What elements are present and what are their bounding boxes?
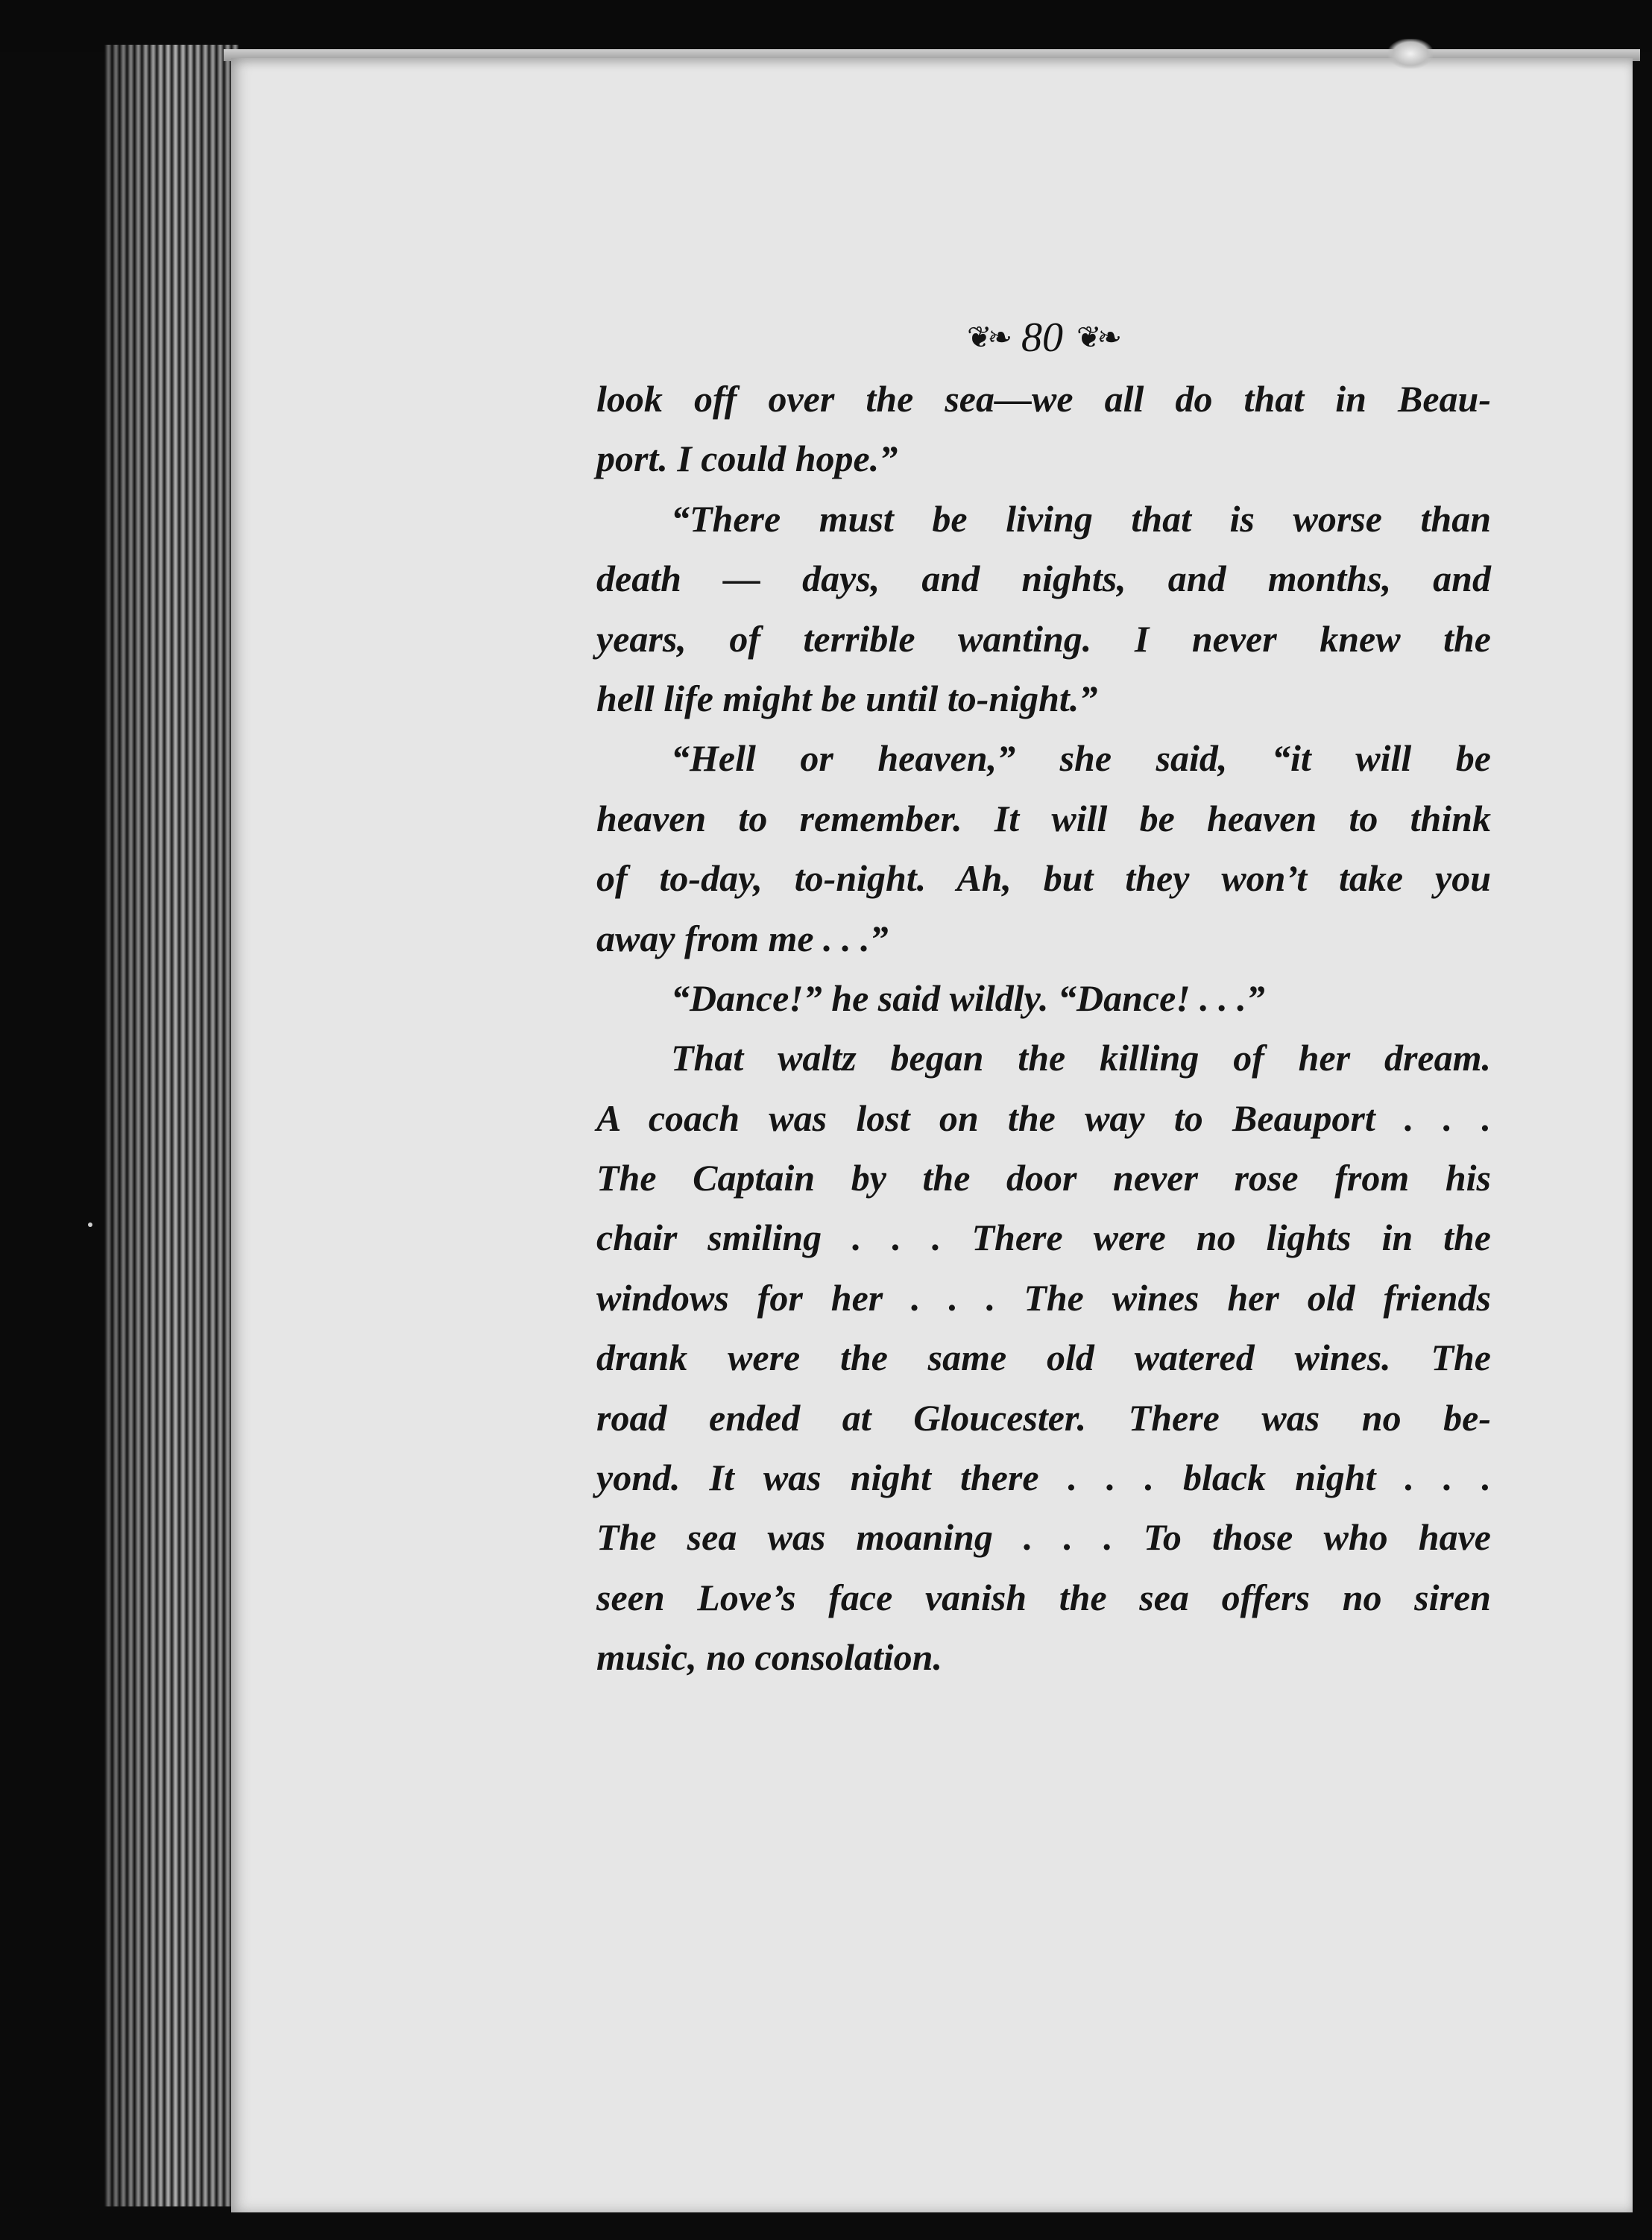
text-line: The Captain by the door never rose from his [596, 1157, 1491, 1199]
body-text [596, 369, 1491, 1688]
text-line: “Dance!” he said wildly. “Dance! . . .” [671, 977, 1265, 1019]
text-line: death — days, and nights, and months, and [596, 558, 1491, 600]
text-line: seen Love’s face vanish the sea offers no siren [596, 1576, 1491, 1618]
ornament-left-icon: ❦❧ [966, 321, 1008, 355]
page-header [923, 312, 1161, 364]
text-line: look off over the sea—we all do that in Beau- [596, 378, 1491, 420]
text-line: chair smiling . . . There were no lights in the [596, 1217, 1491, 1259]
speck [88, 1222, 92, 1227]
text-line: drank were the same old watered wines. The [596, 1337, 1491, 1379]
page-corner-mark [1388, 39, 1433, 69]
text-line: port. I could hope.” [596, 438, 898, 480]
text-line: “There must be living that is worse than [671, 497, 1491, 540]
text-line: hell life might be until to-night.” [596, 677, 1098, 719]
text-line: “Hell or heaven,” she said, “it will be [671, 737, 1491, 780]
text-line: years, of terrible wanting. I never knew the [596, 617, 1491, 660]
ornament-right-icon: ❦❧ [1076, 321, 1118, 355]
text-line: road ended at Gloucester. There was no be- [596, 1396, 1491, 1439]
text-line: music, no consolation. [596, 1636, 942, 1679]
text-line: away from me . . .” [596, 917, 889, 959]
text-line: heaven to remember. It will be heaven to think [596, 797, 1491, 839]
text-line: The sea was moaning . . . To those who have [596, 1516, 1491, 1559]
book-page-edges-shadow [104, 45, 239, 2206]
page-number: 80 [1021, 315, 1063, 361]
text-line: yond. It was night there . . . black night . . . [596, 1457, 1491, 1499]
text-line: of to-day, to-night. Ah, but they won’t take you [596, 857, 1491, 900]
text-line: That waltz began the killing of her dream. [671, 1037, 1491, 1079]
text-line: A coach was lost on the way to Beauport . . . [596, 1097, 1491, 1139]
text-line: windows for her . . . The wines her old friends [596, 1276, 1491, 1319]
